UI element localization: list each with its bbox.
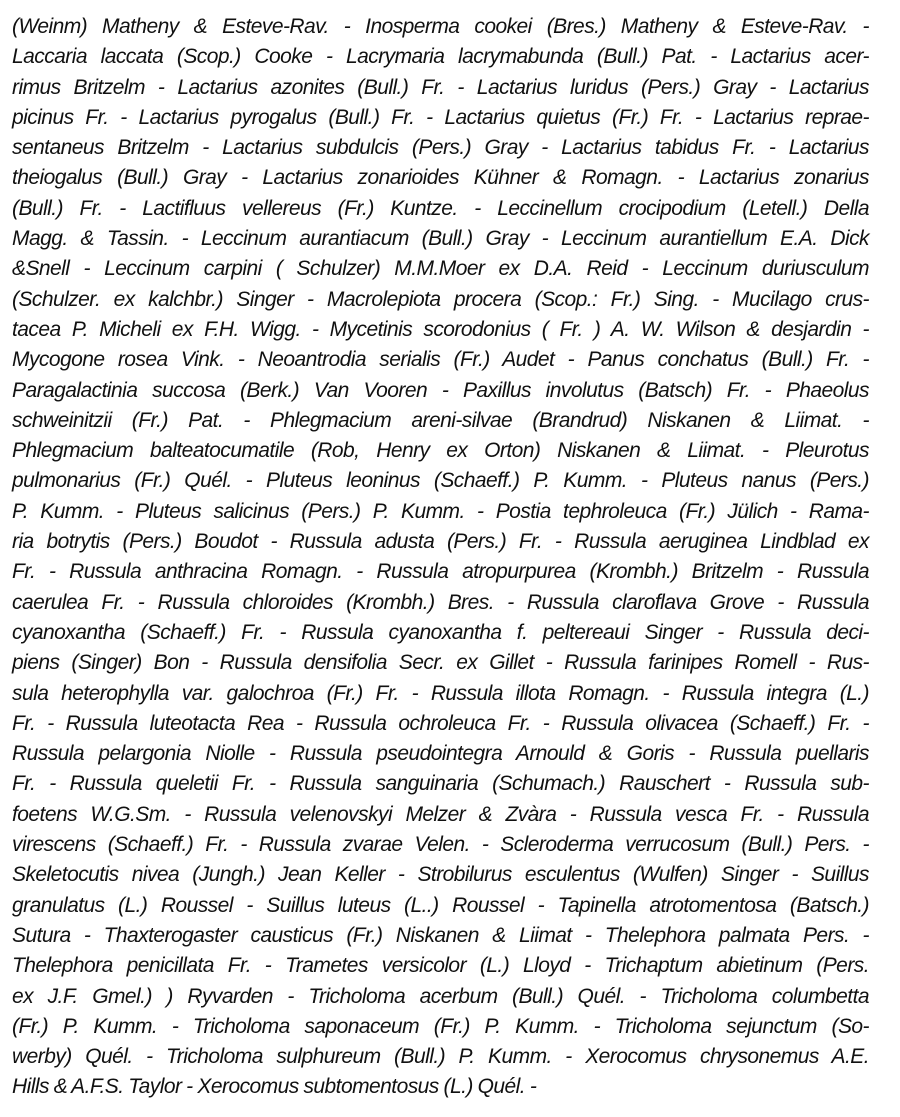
species-list-paragraph — [12, 12, 869, 1103]
text-line: virescens (Schaeff.) Fr. - Russula zvarae Velen. - Scleroderma verrucosum (Bull.) Pers. - — [12, 833, 869, 857]
text-line: (Fr.) P. Kumm. - Tricholoma saponaceum (Fr.) P. Kumm. - Tricholoma sejunctum (So- — [12, 1014, 869, 1038]
text-line: werby) Quél. - Tricholoma sulphureum (Bull.) P. Kumm. - Xerocomus chrysonemus A.E. — [12, 1045, 869, 1069]
text-line: Mycogone rosea Vink. - Neoantrodia serialis (Fr.) Audet - Panus conchatus (Bull.) Fr. - — [12, 348, 869, 372]
text-line: rimus Britzelm - Lactarius azonites (Bull.) Fr. - Lactarius luridus (Pers.) Gray - Lactarius — [12, 75, 869, 99]
text-line: (Bull.) Fr. - Lactifluus vellereus (Fr.) Kuntze. - Leccinellum crocipodium (Letell.) Della — [12, 196, 869, 220]
text-line: Hills & A.F.S. Taylor - Xerocomus subtomentosus (L.) Quél. - — [12, 1075, 537, 1099]
text-line: schweinitzii (Fr.) Pat. - Phlegmacium areni-silvae (Brandrud) Niskanen & Liimat. - — [12, 408, 869, 432]
text-line: P. Kumm. - Pluteus salicinus (Pers.) P. Kumm. - Postia tephroleuca (Fr.) Jülich - Rama- — [12, 499, 869, 523]
text-line: (Schulzer. ex kalchbr.) Singer - Macrolepiota procera (Scop.: Fr.) Sing. - Mucilago crus- — [12, 287, 869, 311]
text-line: sula heterophylla var. galochroa (Fr.) Fr. - Russula illota Romagn. - Russula integra (L.) — [12, 681, 869, 705]
text-line: Magg. & Tassin. - Leccinum aurantiacum (Bull.) Gray - Leccinum aurantiellum E.A. Dick — [12, 227, 869, 251]
text-line: Thelephora penicillata Fr. - Trametes versicolor (L.) Lloyd - Trichaptum abietinum (Pers. — [12, 954, 869, 978]
text-line: ria botrytis (Pers.) Boudot - Russula adusta (Pers.) Fr. - Russula aeruginea Lindblad ex — [12, 530, 869, 554]
text-line: Phlegmacium balteatocumatile (Rob, Henry ex Orton) Niskanen & Liimat. - Pleurotus — [12, 439, 869, 463]
text-line: Russula pelargonia Niolle - Russula pseudointegra Arnould & Goris - Russula puellaris — [12, 742, 869, 766]
text-line: pulmonarius (Fr.) Quél. - Pluteus leoninus (Schaeff.) P. Kumm. - Pluteus nanus (Pers.) — [12, 469, 869, 493]
text-line: Fr. - Russula luteotacta Rea - Russula ochroleuca Fr. - Russula olivacea (Schaeff.) Fr. - — [12, 711, 869, 735]
text-line: (Weinm) Matheny & Esteve-Rav. - Inosperma cookei (Bres.) Matheny & Esteve-Rav. - — [12, 15, 869, 38]
text-line: sentaneus Britzelm - Lactarius subdulcis (Pers.) Gray - Lactarius tabidus Fr. - Lactarius — [12, 136, 869, 160]
text-line: theiogalus (Bull.) Gray - Lactarius zonarioides Kühner & Romagn. - Lactarius zonarius — [12, 166, 869, 190]
text-line: tacea P. Micheli ex F.H. Wigg. - Mycetinis scorodonius ( Fr. ) A. W. Wilson & desjardin - — [12, 317, 869, 341]
text-line: ex J.F. Gmel.) ) Ryvarden - Tricholoma acerbum (Bull.) Quél. - Tricholoma columbetta — [12, 984, 869, 1008]
text-line: Laccaria laccata (Scop.) Cooke - Lacrymaria lacrymabunda (Bull.) Pat. - Lactarius acer- — [12, 45, 869, 69]
text-line: Fr. - Russula queletii Fr. - Russula sanguinaria (Schumach.) Rauschert - Russula sub- — [12, 772, 869, 796]
text-line: picinus Fr. - Lactarius pyrogalus (Bull.) Fr. - Lactarius quietus (Fr.) Fr. - Lactarius repraе- — [12, 105, 869, 129]
text-line: caerulea Fr. - Russula chloroides (Krombh.) Bres. - Russula claroflava Grove - Russula — [12, 590, 869, 614]
text-line: Skeletocutis nivea (Jungh.) Jean Keller - Strobilurus esculentus (Wulfen) Singer - Suillus — [12, 863, 869, 887]
text-line: Paragalactinia succosa (Berk.) Van Vooren - Paxillus involutus (Batsch) Fr. - Phaeolus — [12, 378, 869, 402]
text-line: Fr. - Russula anthracina Romagn. - Russula atropurpurea (Krombh.) Britzelm - Russula — [12, 560, 869, 584]
text-line: Sutura - Thaxterogaster causticus (Fr.) Niskanen & Liimat - Thelephora palmata Pers. - — [12, 923, 869, 947]
text-line: foetens W.G.Sm. - Russula velenovskyi Melzer & Zvàra - Russula vesca Fr. - Russula — [12, 802, 869, 826]
text-line: piens (Singer) Bon - Russula densifolia Secr. ex Gillet - Russula farinipes Romell - Rus- — [12, 651, 869, 675]
text-line: granulatus (L.) Roussel - Suillus luteus (L..) Roussel - Tapinella atrotomentosa (Batsch.) — [12, 893, 869, 917]
text-line: cyanoxantha (Schaeff.) Fr. - Russula cyanoxantha f. peltereaui Singer - Russula deci- — [12, 620, 869, 644]
text-line: &Snell - Leccinum carpini ( Schulzer) M.M.Moer ex D.A. Reid - Leccinum duriusculum — [12, 257, 869, 281]
